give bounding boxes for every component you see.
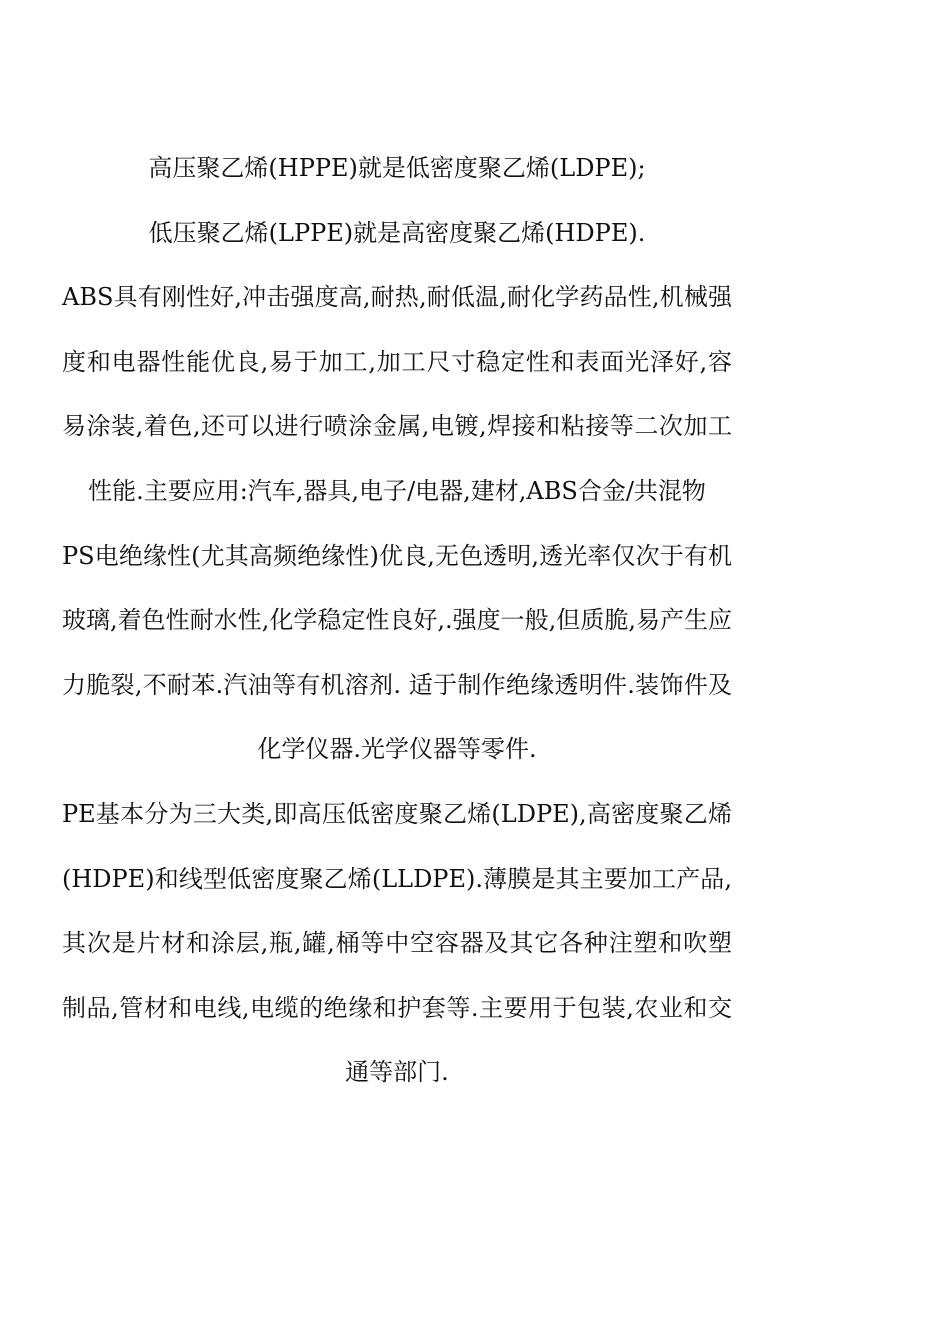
document-body [62, 136, 732, 1105]
paragraph-ps-properties: PS电绝缘性(尤其高频绝缘性)优良,无色透明,透光率仅次于有机玻璃,着色性耐水性,化学稳定性良好,.强度一般,但质脆,易产生应力脆裂,不耐苯.汽油等有机溶剂. 适于制作绝缘透明件.装饰件及化学仪器.光学仪器等零件. [62, 541, 732, 764]
paragraph-hppe-definition: 高压聚乙烯(HPPE)就是低密度聚乙烯(LDPE); [148, 154, 646, 182]
paragraph-lppe-definition: 低压聚乙烯(LPPE)就是高密度聚乙烯(HDPE). [148, 218, 646, 247]
paragraph-pe-properties: PE基本分为三大类,即高压低密度聚乙烯(LDPE),高密度聚乙烯(HDPE)和线型低密度聚乙烯(LLDPE).薄膜是其主要加工产品,其次是片材和涂层,瓶,罐,桶等中空容器及其它各种注塑和吹塑制品,管材和电线,电缆的绝缘和护套等.主要用于包装,农业和交通等部门. [62, 799, 732, 1087]
paragraph-abs-properties: ABS具有刚性好,冲击强度高,耐热,耐低温,耐化学药品性,机械强度和电器性能优良,易于加工,加工尺寸稳定性和表面光泽好,容易涂装,着色,还可以进行喷涂金属,电镀,焊接和粘接等二次加工性能.主要应用:汽车,器具,电子/电器,建材,ABS合金/共混物 [62, 283, 732, 505]
